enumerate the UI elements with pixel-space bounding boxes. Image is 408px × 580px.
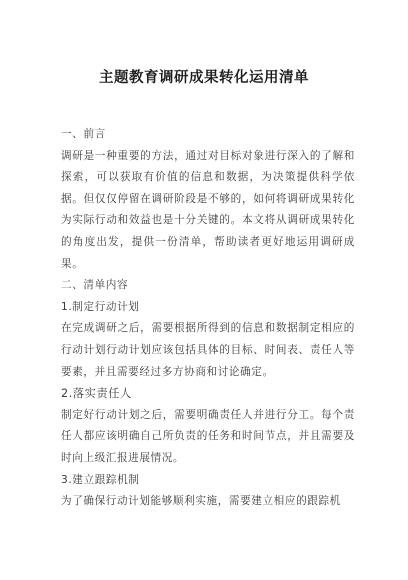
document-title: 主题教育调研成果转化运用清单 bbox=[99, 70, 309, 86]
action-plan-paragraph: 在完成调研之后，需要根据所得到的信息和数据制定相应的行动计划行动计划应该包括具体的目标、时间表、责任人等要素，并且需要经过多方协商和讨论确定。 bbox=[61, 322, 355, 378]
document-body bbox=[61, 124, 355, 513]
section-heading-checklist: 二、清单内容 bbox=[61, 279, 129, 292]
responsible-person-paragraph: 制定好行动计划之后，需要明确责任人并进行分工。每个责任人都应该明确自己所负责的任务和时间节点，并且需要及时向上级汇报进展情况。 bbox=[61, 408, 355, 464]
item-heading-tracking-mechanism: 3.建立跟踪机制 bbox=[61, 473, 140, 486]
tracking-mechanism-paragraph: 为了确保行动计划能够顺利实施，需要建立相应的跟踪机 bbox=[61, 495, 341, 508]
section-heading-preface: 一、前言 bbox=[61, 128, 106, 140]
item-heading-action-plan: 1.制定行动计划 bbox=[61, 300, 140, 313]
preface-paragraph: 调研是一种重要的方法，通过对目标对象进行深入的了解和探索，可以获取有价值的信息和数据，为决策提供科学依据。但仅仅停留在调研阶段是不够的，如何将调研成果转化为实际行动和效益也是十分关键的。本文将从调研成果转化的角度出发，提供一份清单，帮助读者更好地运用调研成果。 bbox=[61, 149, 355, 270]
item-heading-responsible-person: 2.落实责任人 bbox=[61, 387, 132, 401]
